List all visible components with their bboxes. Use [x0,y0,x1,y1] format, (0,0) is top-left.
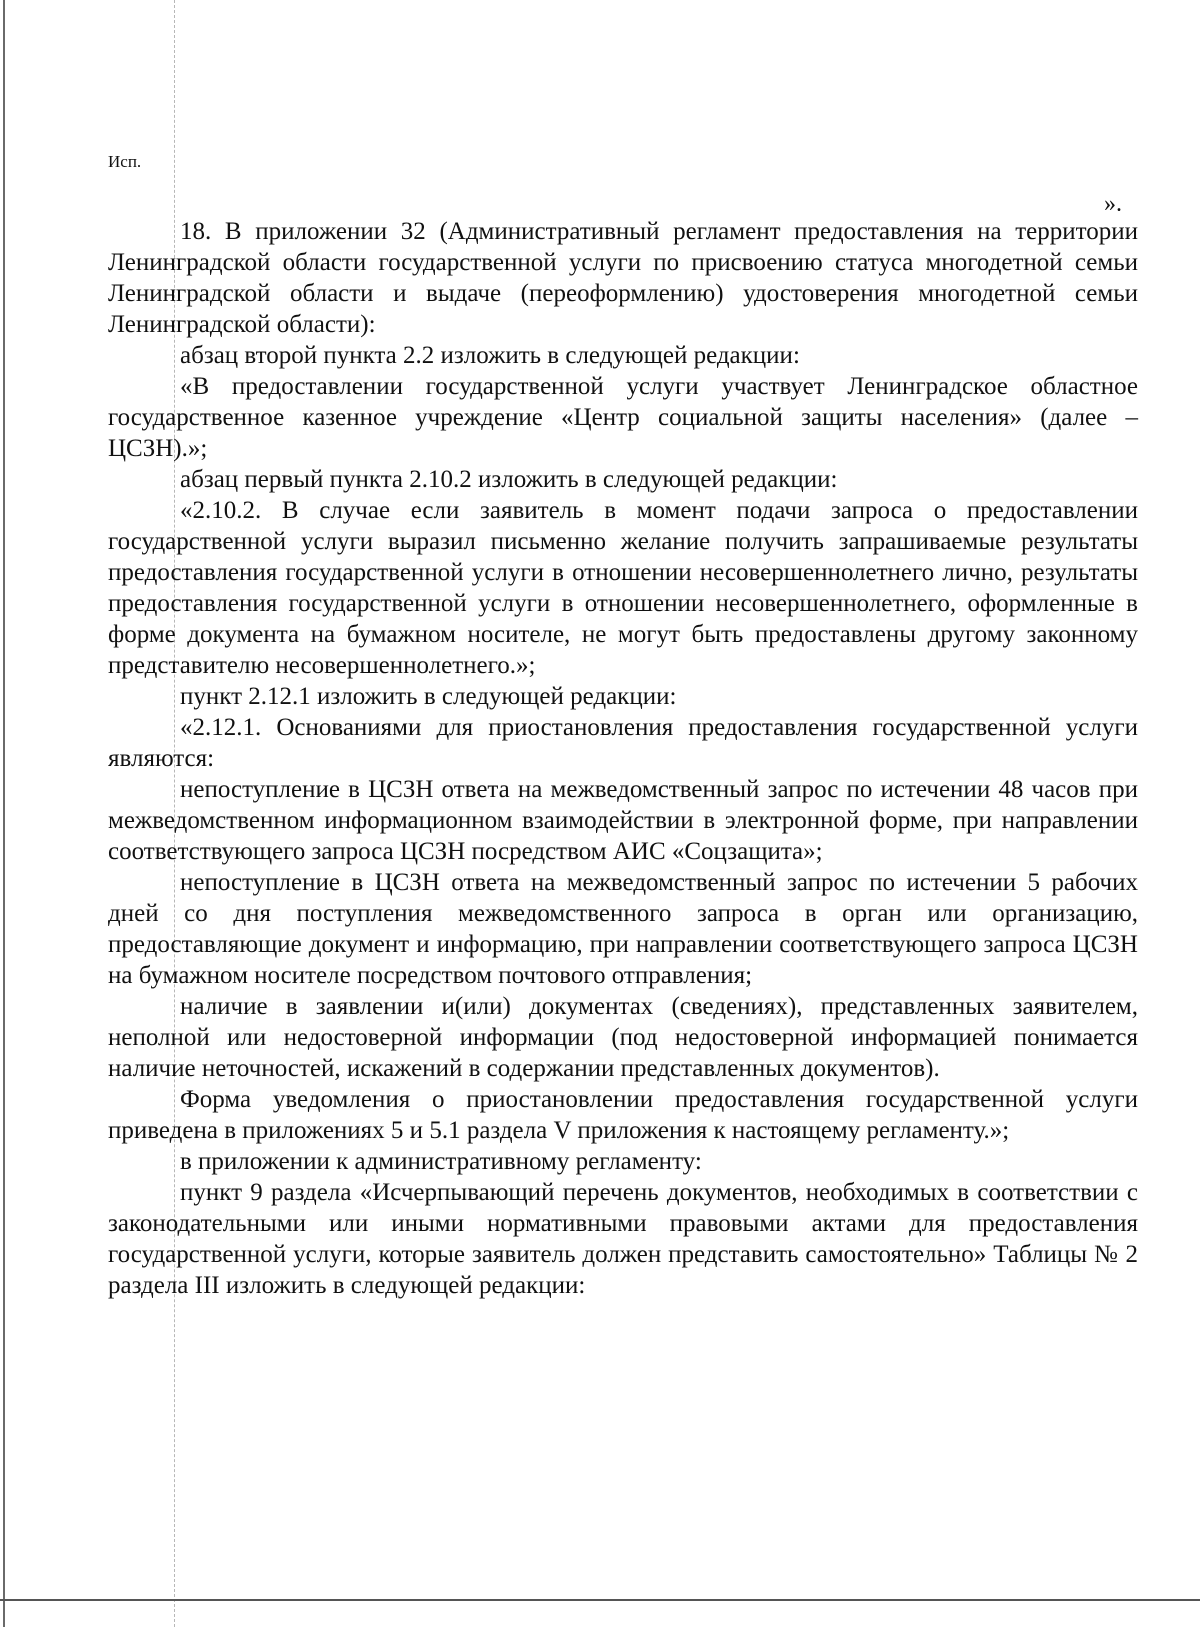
paragraph-amend-2-2: абзац второй пункта 2.2 изложить в следующей редакции: [180,342,800,369]
paragraph-amend-2-12-1: пункт 2.12.1 изложить в следующей редакции: [180,683,677,710]
closing-quote-mark: ». [1104,191,1122,217]
paragraph-text-2-10-2: «2.10.2. В случае если заявитель в момент подачи запроса о предоставлении государственной услуги выразил письменно желание получить запрашиваемые результаты предоставления государственной услуги в отношении несовершеннолетнего лично, результаты предоставления государственной услуги в отношении несовершеннолетнего, оформленные в форме документа на бумажном носителе, не могут быть предоставлены другому законному представителю несовершеннолетнего.»; [108,497,1138,679]
paragraph-item-18: 18. В приложении 32 (Административный регламент предоставления на территории Ленинградской области государственной услуги по присвоению статуса многодетной семьи Ленинградской области и выдаче (переоформлению) удостоверения многодетной семьи Ленинградской области): [108,218,1138,338]
paragraph-text-2-12-1: «2.12.1. Основаниями для приостановления предоставления государственной услуги являются: [108,714,1138,772]
paragraph-text-2-2: «В предоставлении государственной услуги участвует Ленинградское областное государственное казенное учреждение «Центр социальной защиты населения» (далее – ЦСЗН).»; [108,373,1138,462]
paragraph-item-9: пункт 9 раздела «Исчерпывающий перечень документов, необходимых в соответствии с законодательными или иными нормативными правовыми актами для предоставления государственной услуги, которые заявитель должен представить самостоятельно» Таблицы № 2 раздела III изложить в следующей редакции: [108,1179,1138,1299]
paragraph-amend-2-10-2: абзац первый пункта 2.10.2 изложить в следующей редакции: [180,466,838,493]
scan-edge-left [3,0,5,1627]
paragraph-appendix-intro: в приложении к административному регламенту: [180,1148,702,1175]
executor-label: Исп. [108,152,142,171]
paragraph-ground-5-days: непоступление в ЦСЗН ответа на межведомственный запрос по истечении 5 рабочих дней со дня поступления межведомственного запроса в орган или организацию, предоставляющие документ и информацию, при направлении соответствующего запроса ЦСЗН на бумажном носителе посредством почтового отправления; [108,869,1138,989]
paragraph-notice-form: Форма уведомления о приостановлении предоставления государственной услуги приведена в приложениях 5 и 5.1 раздела V приложения к настоящему регламенту.»; [108,1086,1138,1144]
document-body [108,216,1138,1301]
paragraph-ground-48-hours: непоступление в ЦСЗН ответа на межведомственный запрос по истечении 48 часов при межведомственном информационном взаимодействии в электронной форме, при направлении соответствующего запроса ЦСЗН посредством АИС «Соцзащита»; [108,776,1138,865]
paragraph-ground-incomplete-info: наличие в заявлении и(или) документах (сведениях), представленных заявителем, неполной или недостоверной информации (под недостоверной информацией понимается наличие неточностей, искажений в содержании представленных документов). [108,993,1138,1082]
scan-edge-bottom [0,1599,1200,1601]
